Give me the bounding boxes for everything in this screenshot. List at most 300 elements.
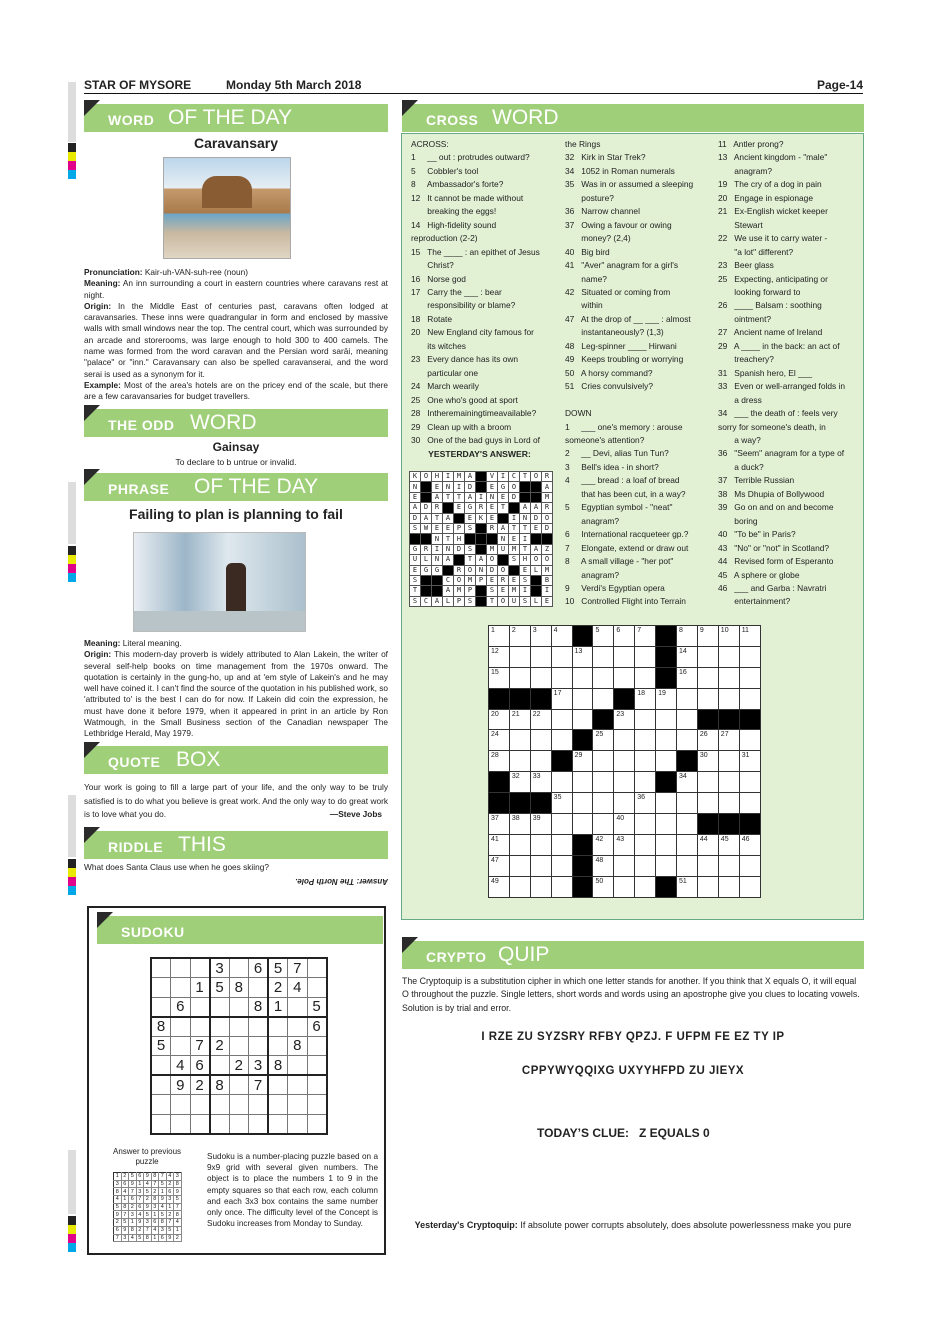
sudoku-cell[interactable] [288,1056,308,1076]
sudoku-cell[interactable] [307,1095,327,1115]
sudoku-cell[interactable] [249,1036,269,1056]
color-swatch [68,555,76,564]
page-header [84,76,863,94]
crossword-cell[interactable] [530,751,551,772]
sudoku-cell: 8 [229,978,249,998]
crossword-cell[interactable] [489,626,510,647]
previous-sudoku-cell: 8 [144,1234,152,1242]
sudoku-cell[interactable] [171,1114,191,1134]
sudoku-cell[interactable] [210,997,230,1017]
sudoku-cell[interactable] [229,997,249,1017]
previous-sudoku-cell: 7 [166,1219,174,1227]
sudoku-cell[interactable] [249,1017,269,1037]
sudoku-cell[interactable] [190,1017,210,1037]
answer-cell: I [454,482,465,492]
crossword-cell[interactable] [718,834,739,855]
crossword-cell[interactable] [572,646,593,667]
previous-sudoku-cell: 1 [159,1188,167,1196]
origin: This modern-day proverb is widely attributed to Alan Lakein, the writer of several self-help books on time management from the 1970s onward. The quotation is certainly in the gung-ho, up and at 'em style of Lakein's and he may well have coined it. I can't find the source of the quotation in his published work, so 'attributed to' is the best I can do for now. If Lakein did coin the expression, he must have done it before 1979, when it appeared in print in an article by Ron Watmough, in the Small Business section of the Canadian newspaper The Lethbridge Herald, May 1979. [84,649,388,739]
previous-sudoku-cell: 6 [159,1234,167,1242]
crossword-cell[interactable] [656,814,677,835]
crossword-cell[interactable] [697,688,718,709]
answer-cell: L [443,596,454,606]
crossword-cell[interactable] [739,876,760,897]
answer-block [531,586,542,596]
sudoku-cell[interactable] [268,1036,288,1056]
crossword-block [697,814,718,835]
crossword-cell[interactable] [489,876,510,897]
previous-sudoku-cell: 3 [114,1180,122,1188]
sudoku-cell[interactable] [229,1036,249,1056]
crossword-cell[interactable] [635,646,656,667]
sudoku-cell[interactable] [210,1017,230,1037]
sudoku-cell[interactable] [307,958,327,978]
crossword-cell[interactable] [614,834,635,855]
crossword-cell[interactable] [718,793,739,814]
sudoku-cell[interactable] [190,1114,210,1134]
clue-number: 11 [741,627,749,634]
sudoku-cell[interactable] [151,997,171,1017]
answer-block [410,534,421,544]
crossword-cell[interactable] [551,688,572,709]
crossword-cell[interactable] [593,814,614,835]
crossword-cell[interactable] [635,793,656,814]
clue-number: 23 [616,710,625,718]
answer-cell: E [410,492,421,502]
sudoku-cell[interactable] [307,1075,327,1095]
sudoku-cell[interactable] [268,1075,288,1095]
crossword-cell[interactable] [593,876,614,897]
previous-sudoku-cell: 1 [151,1234,159,1242]
crossword-cell[interactable] [551,793,572,814]
sudoku-cell[interactable] [190,1095,210,1115]
color-swatch [68,143,76,152]
clue-number: 39 [532,815,541,823]
crossword-cell[interactable] [530,646,551,667]
sudoku-cell: 5 [210,978,230,998]
crossword-cell[interactable] [551,709,572,730]
crossword-cell[interactable] [677,709,698,730]
sudoku-cell[interactable] [268,1114,288,1134]
crossword-cell[interactable] [593,667,614,688]
sudoku-cell[interactable] [268,1095,288,1115]
crossword-cell[interactable] [551,834,572,855]
crossword-cell[interactable] [718,730,739,751]
answer-cell: C [509,472,520,482]
sudoku-cell[interactable] [151,1056,171,1076]
sudoku-cell: 6 [171,997,191,1017]
clue-number: 22 [532,710,541,718]
crossword-cell[interactable] [593,626,614,647]
sudoku-cell[interactable] [307,978,327,998]
quote-author: —Steve Jobs [329,809,382,819]
crossword-cell[interactable] [593,646,614,667]
across-clues: ACROSS: 1 __ out : protrudes outward? 5 Cobbler's tool 8 Ambassador's forte? 12 It cannot be made without breaking the eggs! 14 High-fidelity sound reproduction (2-2) 15 The ____ : an epithet of Jesus Christ? 16 Norse god 17 Carry the ___ : bear responsibility or blame? 18 Rotate 20 New England city famous for its witches 23 Every dance has its own particular one 24 March wearily 25 One who's good at sport 28 Intheremainingtimeavailable? 29 Clean up with a broom 30 One of the bad guys in Lord of [411,139,540,445]
sudoku-cell[interactable] [288,1095,308,1115]
crossword-cell[interactable] [489,814,510,835]
color-swatch [68,877,76,886]
crossword-cell[interactable] [614,626,635,647]
corner-marker [84,100,100,116]
crossword-cell[interactable] [635,709,656,730]
clue-number: 2 [511,627,516,634]
crossword-cell[interactable] [677,793,698,814]
crossword-cell[interactable] [718,688,739,709]
answer-cell: T [520,523,531,533]
crossword-cell[interactable] [739,751,760,772]
clue-number: 38 [511,815,520,823]
banner-label: CRYPTO [426,949,487,965]
crossword-cell[interactable] [593,772,614,793]
answer-cell: A [531,503,542,513]
crossword-cell[interactable] [635,834,656,855]
crossword-cell[interactable] [489,751,510,772]
sudoku-instructions: Sudoku is a number-placing puzzle based on a 9x9 grid with several given numbers. The object is to place the numbers 1 to 9 in the empty squares so that each row, each column and each 3x3 box contains the same number only once. The difficulty level of the Concept is Sudoku increases from Monday to Sunday. [207,1152,378,1229]
crossword-cell[interactable] [677,626,698,647]
crossword-cell[interactable] [551,667,572,688]
crossword-cell[interactable] [509,876,530,897]
answer-cell: A [476,555,487,565]
crossword-cell[interactable] [635,751,656,772]
crossword-cell[interactable] [593,834,614,855]
answer-cell: S [465,596,476,606]
answer-cell: T [465,555,476,565]
crossword-cell[interactable] [739,855,760,876]
crossword-cell[interactable] [739,646,760,667]
crossword-cell[interactable] [530,709,551,730]
crossword-cell[interactable] [489,667,510,688]
crossword-cell[interactable] [697,626,718,647]
crossword-cell[interactable] [551,730,572,751]
crossword-cell[interactable] [614,772,635,793]
crossword-cell[interactable] [718,876,739,897]
sudoku-cell: 7 [190,1036,210,1056]
sudoku-cell[interactable] [229,1075,249,1095]
crossword-cell[interactable] [697,855,718,876]
crossword-cell[interactable] [489,730,510,751]
answer-cell: O [465,565,476,575]
crossword-cell[interactable] [593,793,614,814]
crossword-cell[interactable] [697,646,718,667]
crossword-cell[interactable] [656,834,677,855]
crossword-cell[interactable] [656,751,677,772]
sudoku-cell[interactable] [210,1056,230,1076]
answer-block [487,534,498,544]
sudoku-cell[interactable] [288,997,308,1017]
crossword-cell[interactable] [656,730,677,751]
answer-cell: I [476,492,487,502]
sudoku-cell[interactable] [229,1114,249,1134]
sudoku-cell[interactable] [151,1075,171,1095]
sudoku-cell[interactable] [249,978,269,998]
crossword-cell[interactable] [509,667,530,688]
crossword-cell[interactable] [614,667,635,688]
sudoku-cell[interactable] [151,958,171,978]
crossword-cell[interactable] [489,855,510,876]
crossword-cell[interactable] [614,730,635,751]
crossword-cell[interactable] [551,626,572,647]
answer-cell: O [509,482,520,492]
crossword-cell[interactable] [635,772,656,793]
crossword-cell[interactable] [509,730,530,751]
sudoku-cell[interactable] [249,1095,269,1115]
clue-number: 25 [595,731,604,739]
crossword-cell[interactable] [677,814,698,835]
yesterday-cryptoquip [402,1219,864,1233]
clue-number: 37 [491,815,499,823]
sudoku-cell[interactable] [288,1075,308,1095]
crossword-cell[interactable] [635,667,656,688]
previous-sudoku-cell: 1 [166,1203,174,1211]
answer-cell: G [465,503,476,513]
clue-number: 14 [679,647,687,655]
previous-sudoku-cell: 8 [151,1173,159,1181]
crossword-cell[interactable] [635,626,656,647]
crossword-cell[interactable] [697,793,718,814]
crossword-cell[interactable] [739,730,760,751]
answer-cell: L [531,596,542,606]
sudoku-cell[interactable] [229,958,249,978]
crossword-cell[interactable] [593,730,614,751]
answer-cell: E [454,503,465,513]
answer-cell: D [509,492,520,502]
phrase-title: Failing to plan is planning to fail [129,506,343,522]
crossword-block [572,876,593,897]
answer-cell: S [520,596,531,606]
answer-cell: T [487,596,498,606]
crossword-block [614,688,635,709]
crossword-cell[interactable] [635,855,656,876]
riddle-banner [84,831,388,859]
crossword-cell[interactable] [551,876,572,897]
crossword-cell[interactable] [697,667,718,688]
crossword-cell[interactable] [572,751,593,772]
crossword-cell[interactable] [656,688,677,709]
crossword-cell[interactable] [530,667,551,688]
crossword-cell[interactable] [677,667,698,688]
crossword-cell[interactable] [509,646,530,667]
banner-label: BOX [176,748,221,771]
previous-sudoku-cell: 7 [136,1196,144,1204]
crossword-cell[interactable] [572,793,593,814]
crossword-cell[interactable] [572,688,593,709]
sudoku-cell[interactable] [307,1036,327,1056]
crossword-cell[interactable] [593,855,614,876]
crossword-cell[interactable] [551,855,572,876]
crossword-banner [402,104,864,132]
crossword-cell[interactable] [677,646,698,667]
answer-cell: M [542,565,553,575]
crossword-cell[interactable] [635,814,656,835]
crossword-cell[interactable] [739,834,760,855]
sudoku-cell[interactable] [151,978,171,998]
sudoku-cell[interactable] [229,1017,249,1037]
crossword-cell[interactable] [572,814,593,835]
crossword-cell[interactable] [489,709,510,730]
crossword-cell[interactable] [593,751,614,772]
crossword-cell[interactable] [572,667,593,688]
sudoku-cell: 5 [151,1036,171,1056]
sudoku-cell[interactable] [288,1017,308,1037]
crossword-cell[interactable] [530,855,551,876]
answer-cell: E [509,575,520,585]
crossword-cell[interactable] [530,730,551,751]
answer-cell: D [542,523,553,533]
crossword-cell[interactable] [697,834,718,855]
crossword-cell[interactable] [739,688,760,709]
crossword-cell[interactable] [677,834,698,855]
crossword-cell[interactable] [509,834,530,855]
crossword-cell[interactable] [530,876,551,897]
crossword-cell[interactable] [509,855,530,876]
answer-cell: E [410,565,421,575]
crossword-cell[interactable] [677,876,698,897]
crossword-cell[interactable] [509,709,530,730]
crossword-cell[interactable] [530,814,551,835]
crossword-cell[interactable] [656,793,677,814]
answer-cell: K [410,472,421,482]
answer-cell: N [476,565,487,575]
sudoku-cell[interactable] [210,1095,230,1115]
sudoku-cell[interactable] [151,1114,171,1134]
banner-label: WORD [492,106,559,129]
previous-sudoku-cell: 8 [129,1226,137,1234]
crossword-cell[interactable] [677,855,698,876]
crossword-cell[interactable] [614,709,635,730]
crossword-cell[interactable] [572,772,593,793]
answer-block [476,596,487,606]
crossword-cell[interactable] [739,626,760,647]
crossword-cell[interactable] [739,772,760,793]
crossword-cell[interactable] [572,709,593,730]
crossword-block [489,793,510,814]
crossword-cell[interactable] [635,688,656,709]
previous-sudoku-cell: 9 [136,1219,144,1227]
answer-block [421,575,432,585]
answer-cell: L [531,565,542,575]
crossword-cell[interactable] [509,772,530,793]
crossword-block [739,814,760,835]
crossword-cell[interactable] [551,772,572,793]
crossword-block [656,876,677,897]
sudoku-cell[interactable] [171,1017,191,1037]
crossword-cell[interactable] [551,646,572,667]
crossword-cell[interactable] [739,667,760,688]
previous-sudoku-cell: 3 [136,1188,144,1196]
previous-sudoku-cell: 6 [114,1226,122,1234]
clue-number: 40 [616,815,625,823]
answer-cell: E [432,482,443,492]
crossword-cell[interactable] [614,814,635,835]
sudoku-cell[interactable] [307,1056,327,1076]
crossword-cell[interactable] [614,876,635,897]
crossword-cell[interactable] [489,834,510,855]
crossword-cell[interactable] [718,855,739,876]
banner-label: OF THE DAY [168,106,293,129]
crossword-cell[interactable] [697,772,718,793]
crossword-cell[interactable] [509,814,530,835]
sudoku-cell[interactable] [229,1095,249,1115]
sudoku-cell[interactable] [171,1095,191,1115]
crossword-cell[interactable] [489,646,510,667]
answer-cell: S [509,555,520,565]
sudoku-cell[interactable] [288,1114,308,1134]
crossword-cell[interactable] [656,855,677,876]
answer-cell: T [520,472,531,482]
answer-cell: S [487,586,498,596]
sudoku-cell[interactable] [171,978,191,998]
crossword-cell[interactable] [530,834,551,855]
sudoku-cell[interactable] [307,1114,327,1134]
previous-sudoku-cell: 2 [129,1203,137,1211]
previous-sudoku-cell: 3 [129,1211,137,1219]
crossword-cell[interactable] [614,751,635,772]
banner-label: QUOTE [108,754,161,770]
crossword-cell[interactable] [551,814,572,835]
crossword-cell[interactable] [635,730,656,751]
crossword-cell[interactable] [530,626,551,647]
clue-number: 42 [595,835,604,843]
crossword-cell[interactable] [677,688,698,709]
crossword-cell[interactable] [635,876,656,897]
answer-cell: I [432,544,443,554]
crossword-cell[interactable] [677,730,698,751]
sudoku-cell[interactable] [190,958,210,978]
answer-cell: R [421,544,432,554]
answer-block [421,492,432,502]
previous-sudoku-cell: 2 [136,1226,144,1234]
sudoku-cell[interactable] [151,1095,171,1115]
crossword-cell[interactable] [697,730,718,751]
crossword-cell[interactable] [697,751,718,772]
crossword-cell[interactable] [509,626,530,647]
crossword-cell[interactable] [718,626,739,647]
crossword-cell[interactable] [509,751,530,772]
crossword-cell[interactable] [718,772,739,793]
crossword-cell[interactable] [677,772,698,793]
crossword-cell[interactable] [614,646,635,667]
crossword-cell[interactable] [530,772,551,793]
crossword-cell[interactable] [593,688,614,709]
sudoku-cell[interactable] [210,1114,230,1134]
answer-cell: E [487,513,498,523]
crossword-cell[interactable] [656,709,677,730]
clue-number: 26 [699,731,708,739]
sudoku-cell[interactable] [268,1017,288,1037]
sudoku-cell[interactable] [190,997,210,1017]
sudoku-cell[interactable] [171,1036,191,1056]
answer-cell: H [520,555,531,565]
answer-block [421,482,432,492]
sudoku-cell[interactable] [171,958,191,978]
sudoku-cell: 7 [249,1075,269,1095]
crossword-cell[interactable] [614,855,635,876]
sudoku-cell[interactable] [249,1114,269,1134]
previous-sudoku-cell: 5 [129,1173,137,1181]
crossword-block [739,709,760,730]
crossword-cell[interactable] [718,646,739,667]
answer-cell: R [542,472,553,482]
quote-banner [84,746,388,774]
crossword-cell[interactable] [718,667,739,688]
answer-cell: A [443,555,454,565]
crossword-cell[interactable] [614,793,635,814]
previous-sudoku-cell: 8 [151,1196,159,1204]
crossword-cell[interactable] [718,751,739,772]
crossword-cell[interactable] [697,876,718,897]
answer-cell: E [465,513,476,523]
crossword-cell[interactable] [739,793,760,814]
